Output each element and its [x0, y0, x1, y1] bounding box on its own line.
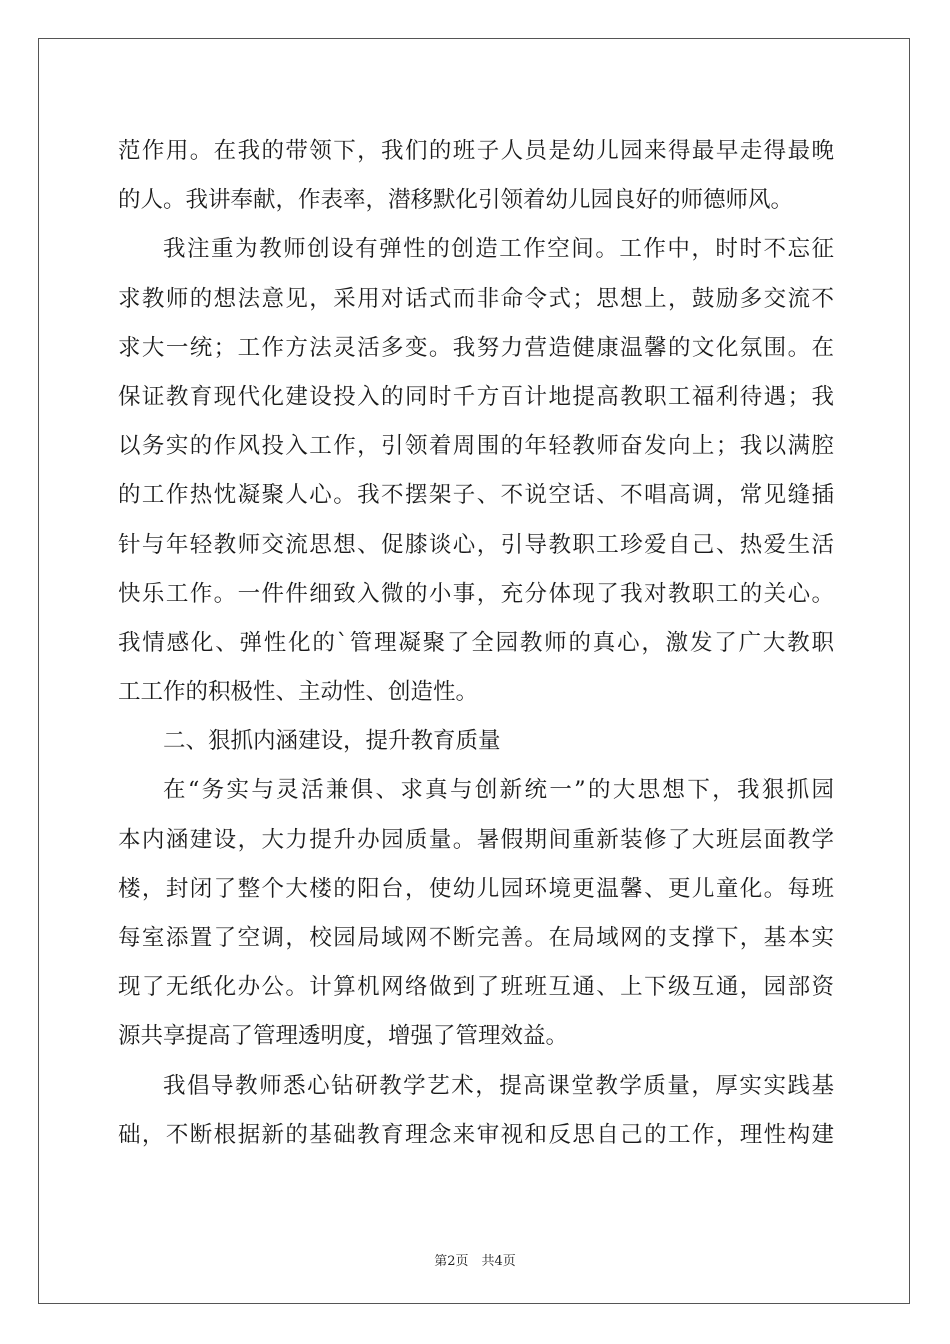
text-line: 范作用。在我的带领下，我们的班子人员是幼儿园来得最早走得最晚: [118, 138, 834, 164]
text-line: 的工作热忱凝聚人心。我不摆架子、不说空话、不唱高调，常见缝插: [118, 482, 834, 509]
text-line: 每室添置了空调，校园局域网不断完善。在局域网的支撑下，基本实: [118, 925, 834, 951]
page-footer: 第2页 共4页: [434, 1254, 516, 1269]
text-line: 我情感化、弹性化的`管理凝聚了全园教师的真心，激发了广大教职: [118, 629, 834, 656]
text-line: 本内涵建设，大力提升办园质量。暑假期间重新装修了大班层面教学: [118, 826, 834, 853]
text-line: 我注重为教师创设有弹性的创造工作空间。工作中，时时不忘征: [163, 236, 834, 263]
text-line: 针与年轻教师交流思想、促膝谈心，引导教职工珍爱自己、热爱生活: [118, 531, 834, 558]
text-line: 楼，封闭了整个大楼的阳台，使幼儿园环境更温馨、更儿童化。每班: [118, 875, 834, 902]
text-line: 快乐工作。一件件细致入微的小事，充分体现了我对教职工的关心。: [118, 580, 834, 607]
text-line: 源共享提高了管理透明度，增强了管理效益。: [118, 1023, 569, 1050]
text-line: 二、狠抓内涵建设，提升教育质量: [163, 728, 501, 755]
document-body: [118, 127, 834, 1160]
text-line: 以务实的作风投入工作，引领着周围的年轻教师奋发向上；我以满腔: [118, 433, 834, 460]
text-line: 我倡导教师悉心钻研教学艺术，提高课堂教学质量，厚实实践基: [163, 1072, 834, 1099]
text-line: 求大一统；工作方法灵活多变。我努力营造健康温馨的文化氛围。在: [118, 334, 834, 361]
text-line: 现了无纸化办公。计算机网络做到了班班互通、上下级互通，园部资: [118, 974, 834, 1001]
text-line: 保证教育现代化建设投入的同时千方百计地提高教职工福利待遇；我: [118, 383, 834, 410]
text-line: 在“务实与灵活兼俱、求真与创新统一”的大思想下，我狠抓园: [163, 777, 834, 804]
text-line: 求教师的想法意见，采用对话式而非命令式；思想上，鼓励多交流不: [118, 285, 834, 312]
text-line: 础，不断根据新的基础教育理念来审视和反思自己的工作，理性构建: [118, 1121, 834, 1148]
text-line: 的人。我讲奉献，作表率，潜移默化引领着幼儿园良好的师德师风。: [118, 187, 794, 214]
text-line: 工工作的积极性、主动性、创造性。: [118, 679, 479, 706]
